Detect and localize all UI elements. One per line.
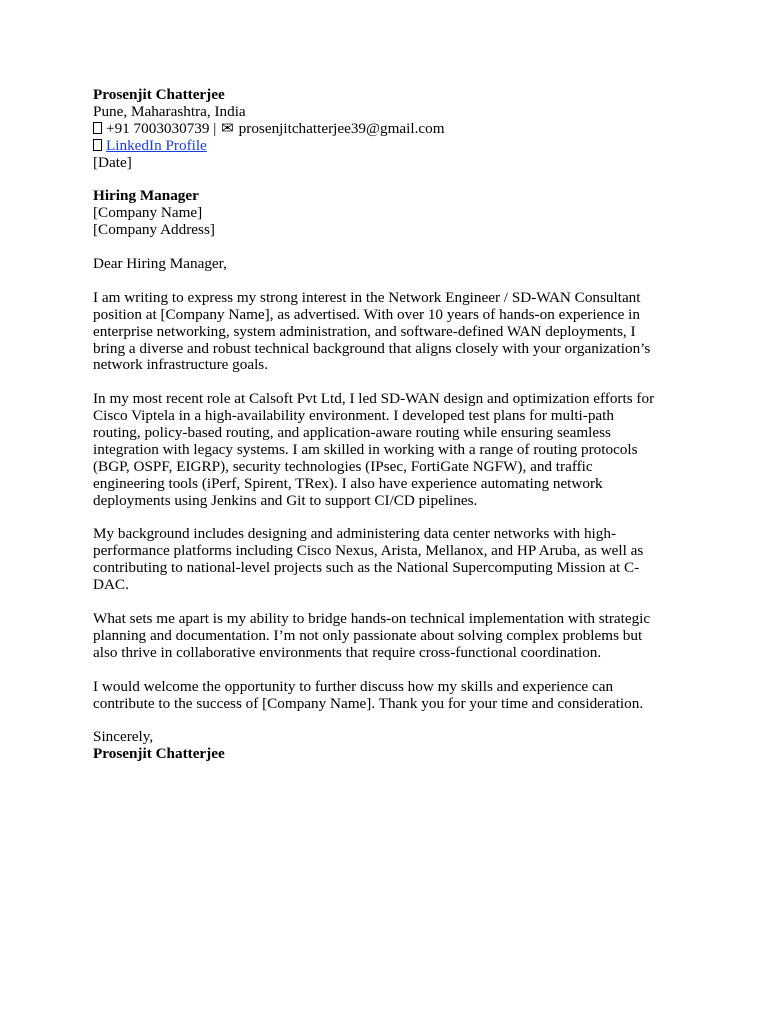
- paragraph-line: Cisco Viptela in a high-availability environment. I developed test plans for multi-path: [93, 407, 614, 425]
- paragraph-line: My background includes designing and administering data center networks with high-: [93, 525, 617, 543]
- paragraph-line: What sets me apart is my ability to bridge hands-on technical implementation with strategic: [93, 610, 651, 627]
- spacer: [93, 239, 683, 256]
- paragraph-line: enterprise networking, system administration, and software-defined WAN deployments, I: [93, 322, 636, 340]
- sender-name: Prosenjit Chatterjee: [93, 86, 225, 103]
- spacer: [93, 712, 683, 729]
- cover-letter: [93, 87, 683, 763]
- paragraph-line: DAC.: [93, 576, 129, 594]
- closing: Sincerely,: [93, 728, 154, 746]
- paragraph-line: bring a diverse and robust technical background that aligns closely with your organization’s: [93, 339, 651, 357]
- body-paragraph-3: [93, 526, 683, 594]
- spacer: [93, 510, 683, 527]
- email-address: prosenjitchatterjee39@gmail.com: [238, 119, 445, 137]
- paragraph-line: I would welcome the opportunity to further discuss how my skills and experience can: [93, 677, 614, 695]
- spacer: [93, 172, 683, 189]
- body-paragraph-4: [93, 611, 683, 662]
- salutation: Dear Hiring Manager,: [93, 255, 227, 273]
- paragraph-line: network infrastructure goals.: [93, 356, 269, 374]
- paragraph-line: I am writing to express my strong interest in the Network Engineer / SD-WAN Consultant: [93, 288, 641, 306]
- paragraph-line: planning and documentation. I’m not only passionate about solving complex problems but: [93, 626, 643, 644]
- letter-date: [Date]: [93, 153, 132, 171]
- link-icon: [93, 139, 102, 151]
- paragraph-line: also thrive in collaborative environments that require cross-functional coordination.: [93, 643, 602, 661]
- linkedin-line: [93, 138, 683, 155]
- spacer: [93, 594, 683, 611]
- paragraph-line: contributing to national-level projects such as the National Supercomputing Mission at C-: [93, 559, 640, 577]
- paragraph-line: deployments using Jenkins and Git to support CI/CD pipelines.: [93, 491, 478, 509]
- paragraph-line: routing, policy-based routing, and application-aware routing while ensuring seamless: [93, 424, 611, 442]
- linkedin-link[interactable]: LinkedIn Profile: [106, 136, 207, 154]
- paragraph-line: performance platforms including Cisco Nexus, Arista, Mellanox, and HP Aruba, as well as: [93, 542, 644, 560]
- paragraph-line: position at [Company Name], as advertised. With over 10 years of hands-on experience in: [93, 305, 640, 323]
- spacer: [93, 662, 683, 679]
- spacer: [93, 273, 683, 290]
- recipient-company-name: [Company Name]: [93, 204, 203, 222]
- recipient-company-address: [Company Address]: [93, 221, 215, 239]
- contact-line: [93, 121, 683, 138]
- paragraph-line: In my most recent role at Calsoft Pvt Ltd, I led SD-WAN design and optimization efforts for: [93, 390, 655, 408]
- phone-number: +91 7003030739: [106, 119, 210, 137]
- contact-separator: |: [213, 119, 217, 137]
- body-paragraph-2: [93, 391, 683, 509]
- recipient-title: Hiring Manager: [93, 187, 199, 205]
- paragraph-line: contribute to the success of [Company Name]. Thank you for your time and consideration.: [93, 694, 644, 712]
- body-paragraph-1: [93, 290, 683, 375]
- body-paragraph-5: [93, 679, 683, 713]
- paragraph-line: engineering tools (iPerf, Spirent, TRex). I also have experience automating network: [93, 474, 603, 492]
- sender-location: Pune, Maharashtra, India: [93, 102, 246, 120]
- paragraph-line: integration with legacy systems. I am skilled in working with a range of routing protocols: [93, 440, 638, 458]
- signature: Prosenjit Chatterjee: [93, 745, 225, 763]
- spacer: [93, 374, 683, 391]
- phone-icon: [93, 122, 102, 134]
- paragraph-line: (BGP, OSPF, EIGRP), security technologies (IPsec, FortiGate NGFW), and traffic: [93, 457, 593, 475]
- envelope-icon: ✉: [221, 119, 234, 137]
